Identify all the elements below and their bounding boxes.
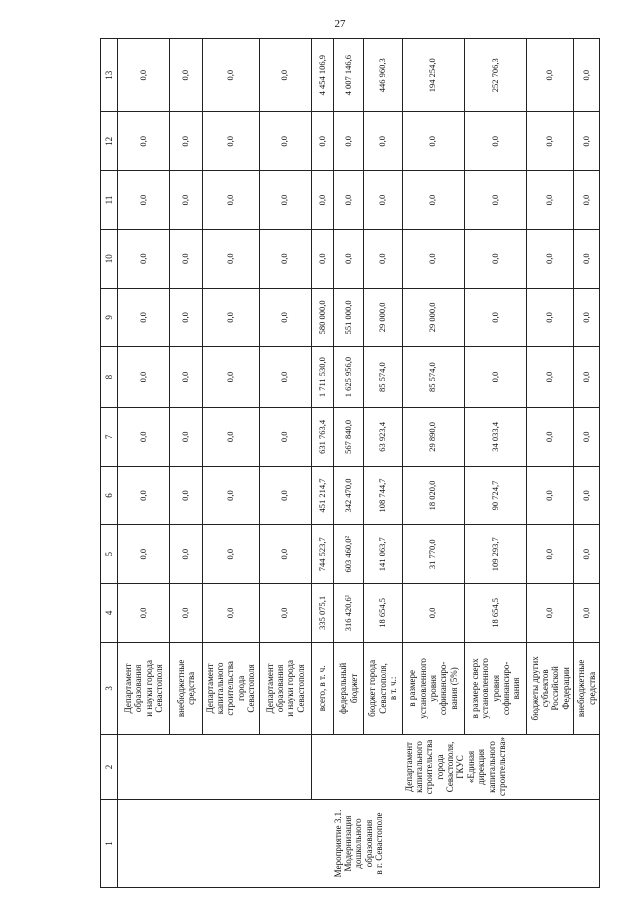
value-cell: 0,0 xyxy=(118,466,170,525)
value-cell: 567 840,0 xyxy=(334,408,364,467)
value-cell: 0,0 xyxy=(527,466,574,525)
value-cell: 109 293,7 xyxy=(464,525,526,584)
value-cell: 0,0 xyxy=(259,408,311,467)
header-cell: 2 xyxy=(101,734,118,799)
total-value-cell: 194 254,0 xyxy=(402,39,464,112)
value-cell: 0,0 xyxy=(402,112,464,171)
value-cell: 0,0 xyxy=(170,408,202,467)
header-cell: 6 xyxy=(101,466,118,525)
value-cell: 85 574,0 xyxy=(364,347,402,408)
funding-source-label: Департамент капитального строительства города Севастополя xyxy=(202,642,259,734)
financing-table xyxy=(100,38,600,888)
value-cell: 0,0 xyxy=(464,288,526,347)
header-cell: 8 xyxy=(101,347,118,408)
value-cell: 0,0 xyxy=(259,288,311,347)
value-cell: 0,0 xyxy=(334,229,364,288)
value-cell: 0,0 xyxy=(574,229,600,288)
funding-source-label: внебюджетные средства xyxy=(170,642,202,734)
value-cell: 0,0 xyxy=(402,171,464,230)
total-value-cell: 0,0 xyxy=(527,39,574,112)
total-value-cell: 0,0 xyxy=(118,39,170,112)
funding-source-label: всего, в т. ч. xyxy=(311,642,333,734)
value-cell: 1 625 956,0 xyxy=(334,347,364,408)
value-cell: 0,0 xyxy=(364,229,402,288)
total-value-cell: 0,0 xyxy=(259,39,311,112)
value-cell: 0,0 xyxy=(364,171,402,230)
rotated-table-frame xyxy=(100,38,600,888)
value-cell: 0,0 xyxy=(118,288,170,347)
value-cell: 29 890,0 xyxy=(402,408,464,467)
value-cell: 580 000,0 xyxy=(311,288,333,347)
value-cell: 18 654,5 xyxy=(364,584,402,643)
value-cell: 0,0 xyxy=(574,112,600,171)
value-cell: 0,0 xyxy=(574,288,600,347)
value-cell: 0,0 xyxy=(118,408,170,467)
value-cell: 0,0 xyxy=(364,112,402,171)
value-cell: 603 460,0² xyxy=(334,525,364,584)
value-cell: 0,0 xyxy=(464,347,526,408)
header-cell: 5 xyxy=(101,525,118,584)
funding-source-label: в размере сверх установленного уровня софинансиро- вания xyxy=(464,642,526,734)
table-row xyxy=(118,39,170,888)
value-cell: 0,0 xyxy=(170,466,202,525)
value-cell: 0,0 xyxy=(527,584,574,643)
value-cell: 0,0 xyxy=(202,408,259,467)
value-cell: 0,0 xyxy=(574,466,600,525)
header-cell: 11 xyxy=(101,171,118,230)
value-cell: 0,0 xyxy=(118,584,170,643)
value-cell: 0,0 xyxy=(259,171,311,230)
value-cell: 451 214,7 xyxy=(311,466,333,525)
value-cell: 0,0 xyxy=(170,171,202,230)
funding-source-label: бюджет города Севастополя, в т. ч.: xyxy=(364,642,402,734)
value-cell: 0,0 xyxy=(202,466,259,525)
value-cell: 0,0 xyxy=(259,525,311,584)
value-cell: 316 420,6¹ xyxy=(334,584,364,643)
value-cell: 0,0 xyxy=(170,112,202,171)
value-cell: 0,0 xyxy=(259,112,311,171)
value-cell: 0,0 xyxy=(118,112,170,171)
total-value-cell: 4 007 146,6 xyxy=(334,39,364,112)
total-value-cell: 4 454 106,9 xyxy=(311,39,333,112)
value-cell: 34 033,4 xyxy=(464,408,526,467)
value-cell: 0,0 xyxy=(202,112,259,171)
value-cell: 29 000,0 xyxy=(402,288,464,347)
value-cell: 0,0 xyxy=(118,347,170,408)
value-cell: 1 711 530,0 xyxy=(311,347,333,408)
executor-cell-empty xyxy=(118,734,312,799)
value-cell: 0,0 xyxy=(334,112,364,171)
value-cell: 0,0 xyxy=(402,584,464,643)
measure-cell: Мероприятие 3.1. Модернизация дошкольного образования в г. Севастополе xyxy=(118,799,600,887)
funding-source-label: Департамент образования и науки города Севастополя xyxy=(259,642,311,734)
header-cell: 1 xyxy=(101,799,118,887)
header-cell: 9 xyxy=(101,288,118,347)
value-cell: 0,0 xyxy=(527,171,574,230)
header-cell: 7 xyxy=(101,408,118,467)
value-cell: 0,0 xyxy=(527,112,574,171)
executor-cell: Департамент капитального строительства города Севастополя, ГКУС «Единая дирекция капитального строительства» xyxy=(311,734,599,799)
value-cell: 342 470,0 xyxy=(334,466,364,525)
value-cell: 29 000,0 xyxy=(364,288,402,347)
value-cell: 0,0 xyxy=(170,584,202,643)
value-cell: 0,0 xyxy=(170,525,202,584)
value-cell: 0,0 xyxy=(259,466,311,525)
funding-source-label: в размере установленного уровня софинансиро- вания (5%) xyxy=(402,642,464,734)
total-value-cell: 0,0 xyxy=(202,39,259,112)
header-cell: 4 xyxy=(101,584,118,643)
value-cell: 0,0 xyxy=(202,288,259,347)
total-value-cell: 252 706,3 xyxy=(464,39,526,112)
value-cell: 0,0 xyxy=(202,347,259,408)
value-cell: 0,0 xyxy=(202,525,259,584)
value-cell: 18 654,5 xyxy=(464,584,526,643)
value-cell: 0,0 xyxy=(311,171,333,230)
value-cell: 551 000,0 xyxy=(334,288,364,347)
funding-source-label: бюджеты других субъектов Российской Федерации xyxy=(527,642,574,734)
value-cell: 0,0 xyxy=(574,171,600,230)
value-cell: 0,0 xyxy=(464,229,526,288)
value-cell: 0,0 xyxy=(527,408,574,467)
header-cell: 12 xyxy=(101,112,118,171)
total-value-cell: 0,0 xyxy=(170,39,202,112)
rotated-table-container xyxy=(100,38,600,888)
value-cell: 0,0 xyxy=(464,112,526,171)
page-number: 27 xyxy=(334,18,346,30)
value-cell: 744 523,7 xyxy=(311,525,333,584)
table-row xyxy=(311,39,333,888)
value-cell: 0,0 xyxy=(170,229,202,288)
value-cell: 0,0 xyxy=(574,408,600,467)
value-cell: 0,0 xyxy=(118,171,170,230)
value-cell: 0,0 xyxy=(311,229,333,288)
value-cell: 0,0 xyxy=(402,229,464,288)
value-cell: 0,0 xyxy=(118,229,170,288)
total-value-cell: 446 960,3 xyxy=(364,39,402,112)
header-cell: 10 xyxy=(101,229,118,288)
value-cell: 141 063,7 xyxy=(364,525,402,584)
value-cell: 0,0 xyxy=(118,525,170,584)
value-cell: 0,0 xyxy=(527,525,574,584)
value-cell: 0,0 xyxy=(170,347,202,408)
value-cell: 0,0 xyxy=(574,347,600,408)
value-cell: 0,0 xyxy=(311,112,333,171)
value-cell: 85 574,0 xyxy=(402,347,464,408)
value-cell: 0,0 xyxy=(259,584,311,643)
funding-source-label: внебюджетные средства xyxy=(574,642,600,734)
value-cell: 63 923,4 xyxy=(364,408,402,467)
value-cell: 0,0 xyxy=(202,171,259,230)
value-cell: 0,0 xyxy=(574,525,600,584)
value-cell: 0,0 xyxy=(170,288,202,347)
value-cell: 0,0 xyxy=(464,171,526,230)
value-cell: 0,0 xyxy=(259,229,311,288)
value-cell: 0,0 xyxy=(259,347,311,408)
value-cell: 0,0 xyxy=(527,347,574,408)
value-cell: 631 763,4 xyxy=(311,408,333,467)
funding-source-label: Департамент образования и науки города Севастополя xyxy=(118,642,170,734)
value-cell: 0,0 xyxy=(574,584,600,643)
funding-source-label: федеральный бюджет xyxy=(334,642,364,734)
header-cell: 13 xyxy=(101,39,118,112)
value-cell: 0,0 xyxy=(334,171,364,230)
value-cell: 0,0 xyxy=(527,229,574,288)
header-row xyxy=(101,39,118,888)
total-value-cell: 0,0 xyxy=(574,39,600,112)
value-cell: 108 744,7 xyxy=(364,466,402,525)
value-cell: 0,0 xyxy=(527,288,574,347)
value-cell: 0,0 xyxy=(202,229,259,288)
value-cell: 31 770,0 xyxy=(402,525,464,584)
value-cell: 18 020,0 xyxy=(402,466,464,525)
header-cell: 3 xyxy=(101,642,118,734)
value-cell: 335 075,1 xyxy=(311,584,333,643)
value-cell: 0,0 xyxy=(202,584,259,643)
value-cell: 90 724,7 xyxy=(464,466,526,525)
